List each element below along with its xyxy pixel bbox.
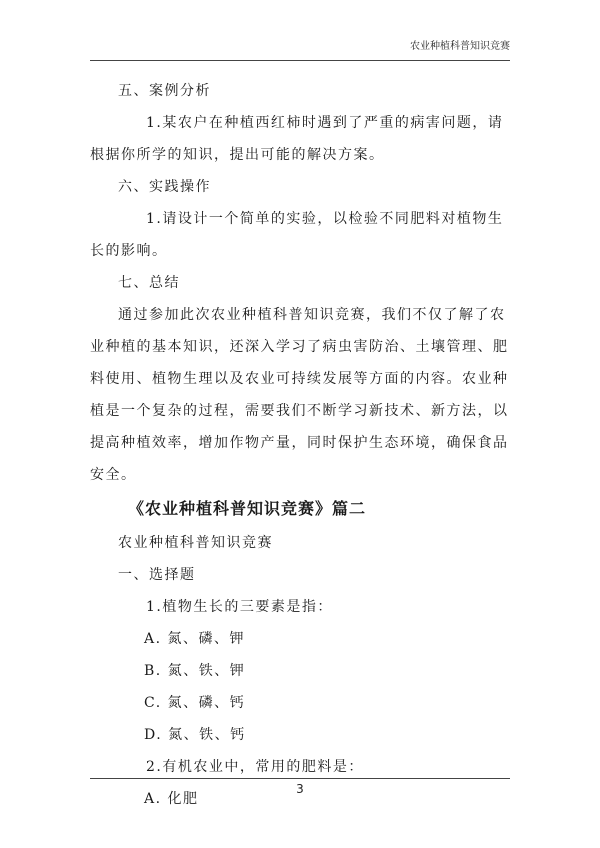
case-analysis-heading: 五、案例分析 [118,83,211,99]
option-q1-b: B. 氮、铁、钾 [144,663,246,679]
case-question-1: 1.某农户在种植西红柿时遇到了严重的病害问题，请根据你所学的知识，提出可能的解决方案。 [90,115,504,163]
choice-heading: 一、选择题 [118,567,196,583]
part-two-title: 《农业种植科普知识竞赛》篇二 [128,499,367,518]
option-q1-a: A. 氮、磷、钾 [144,631,246,647]
option-q1-d: D. 氮、铁、钙 [144,727,246,743]
footer-divider [90,778,510,779]
practice-question-1: 1.请设计一个简单的实验，以检验不同肥料对植物生长的影响。 [90,211,504,259]
summary-heading: 七、总结 [118,275,180,291]
practice-heading: 六、实践操作 [118,179,211,195]
option-q2-a: A. 化肥 [144,791,199,807]
summary-paragraph: 通过参加此次农业种植科普知识竞赛，我们不仅了解了农业种植的基本知识，还深入学习了病虫害防治、土壤管理、肥料使用、植物生理以及农业可持续发展等方面的内容。农业种植是一个复杂的过程，需要我们不断学习新技术、新方法，以提高种植效率，增加作物产量，同时保护生态环境，确保食品安全。 [90,307,509,483]
part-two-subtitle: 农业种植科普知识竞赛 [118,535,273,551]
document-body [90,75,510,815]
header-title: 农业种植科普知识竞赛 [410,41,510,52]
page-header [90,38,510,61]
option-q1-c: C. 氮、磷、钙 [144,695,246,711]
page-number: 3 [296,782,304,796]
choice-question-1: 1.植物生长的三要素是指： [146,599,333,615]
choice-question-2: 2.有机农业中，常用的肥料是： [146,759,364,775]
